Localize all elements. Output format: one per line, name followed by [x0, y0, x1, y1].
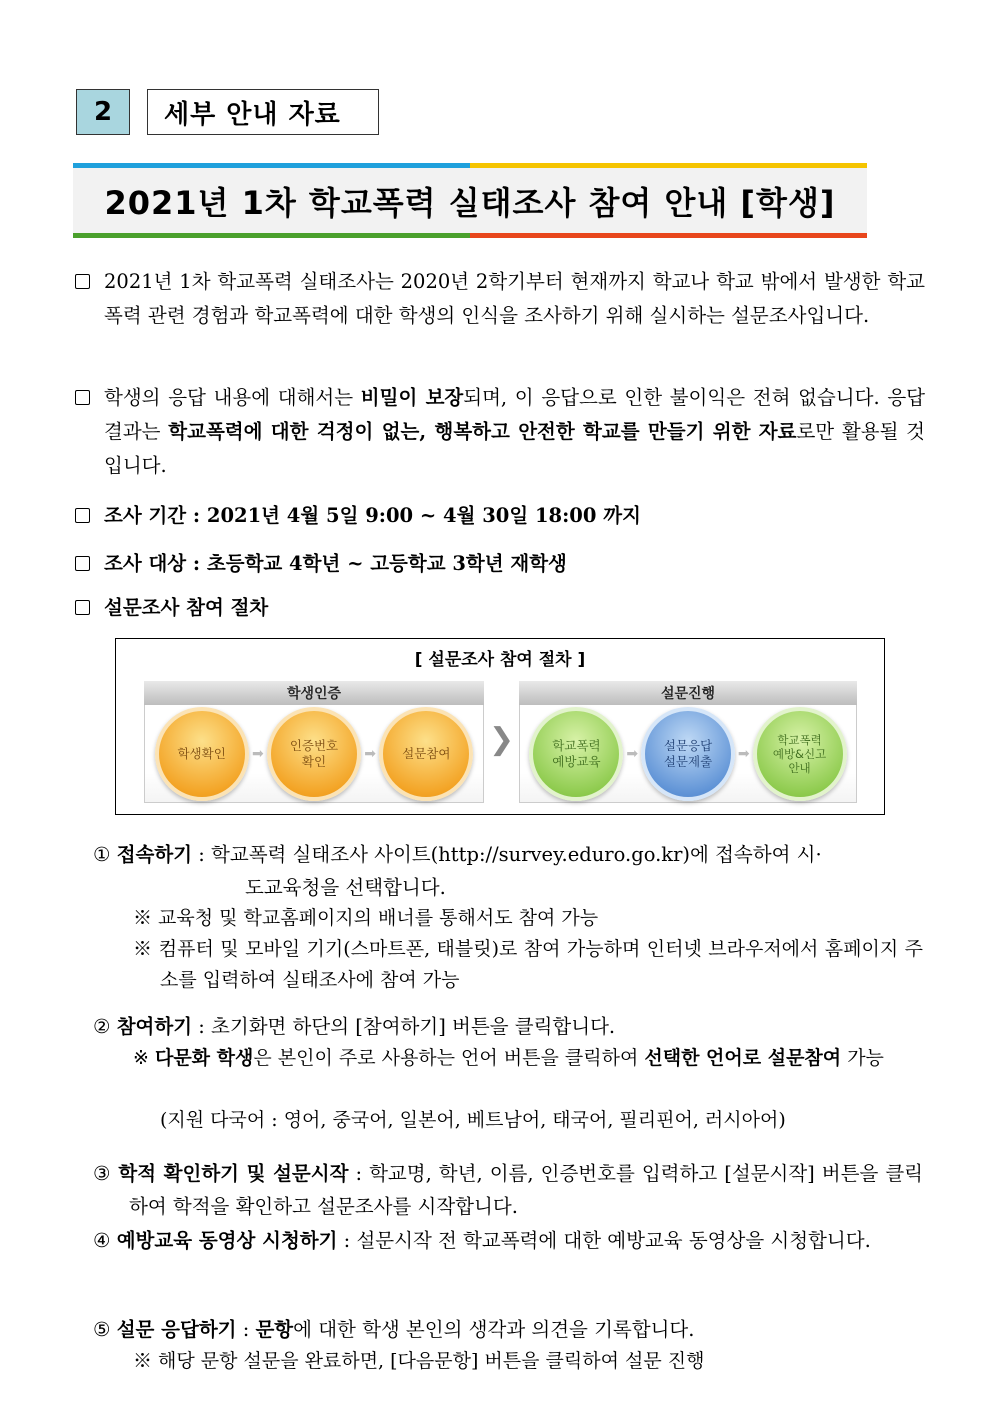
chevron-right-icon: ❯	[489, 722, 515, 757]
intro-paragraph-2	[75, 381, 925, 483]
section-number: 2	[76, 89, 130, 135]
step-2	[93, 1010, 923, 1043]
step-2-note	[133, 1043, 923, 1074]
group-survey-progress	[519, 681, 857, 803]
step-survey-submit	[641, 707, 735, 801]
step-title: 접속하기	[116, 843, 193, 866]
step-label: 학교폭력 예방&신고 안내	[772, 732, 827, 775]
group-body	[144, 705, 484, 803]
group-student-auth	[144, 681, 484, 803]
emphasis-question: 문항	[255, 1318, 294, 1341]
arrow-icon: ➡	[626, 745, 639, 762]
title-bar-green	[73, 233, 470, 238]
emphasis-language: 선택한 언어로 설문참여	[644, 1047, 842, 1069]
group-label: 학생인증	[144, 681, 484, 705]
intro-text-2	[104, 381, 925, 483]
step-1	[93, 838, 923, 904]
checkbox-bullet	[75, 556, 90, 571]
step-text: : 초기화면 하단의 [참여하기] 버튼을 클릭합니다.	[192, 1015, 616, 1038]
step-number: ③	[93, 1162, 112, 1185]
step-number: ⑤	[93, 1318, 111, 1341]
period-text: 조사 기간 : 2021년 4월 5일 9:00 ~ 4월 30일 18:00 까지	[104, 504, 641, 527]
step-title: 참여하기	[116, 1015, 193, 1038]
emphasis-multicultural: 다문화 학생	[154, 1047, 254, 1069]
step-number: ①	[93, 843, 111, 866]
text-span: 학생의 응답 내용에 대해서는	[104, 386, 361, 409]
arrow-icon: ➡	[364, 745, 376, 762]
text-span: ※	[133, 1047, 155, 1069]
text-span: :	[236, 1318, 256, 1341]
step-text-cont: 도교육청을 선택합니다.	[245, 876, 446, 899]
emphasis-secret: 비밀이 보장	[360, 386, 464, 409]
step-title: 설문 응답하기	[116, 1318, 237, 1341]
step-3	[93, 1157, 923, 1223]
step-5-note: ※ 해당 문항 설문을 완료하면, [다음문항] 버튼을 클릭하여 설문 진행	[133, 1350, 705, 1372]
step-survey-join	[379, 707, 473, 801]
step-label: 인증번호 확인	[289, 737, 339, 769]
diagram-title: [ 설문조사 참여 절차 ]	[414, 650, 586, 670]
section-title: 세부 안내 자료	[147, 89, 379, 135]
survey-period	[75, 499, 925, 533]
step-auth-code	[267, 707, 361, 801]
arrow-icon: ➡	[251, 745, 264, 762]
step-number: ④	[93, 1229, 111, 1252]
text-span: 되며, 이 응답으로 인한 불이익은 전혀 없습니다. 응답 결과는	[104, 386, 925, 443]
target-text: 조사 대상 : 초등학교 4학년 ~ 고등학교 3학년 재학생	[104, 552, 567, 575]
checkbox-bullet	[75, 274, 90, 289]
arrow-icon: ➡	[737, 745, 750, 762]
step-label: 학생확인	[177, 745, 226, 761]
page-title: 2021년 1차 학교폭력 실태조사 참여 안내 [학생]	[104, 183, 836, 222]
checkbox-bullet	[75, 390, 90, 405]
title-bar-red	[470, 233, 867, 238]
step-report-guide	[753, 707, 847, 801]
step-title: 학적 확인하기 및 설문시작	[118, 1162, 349, 1185]
text-span: 은 본인이 주로 사용하는 언어 버튼을 클릭하여	[253, 1047, 645, 1069]
step-1-note-1: ※ 교육청 및 학교홈페이지의 배너를 통해서도 참여 가능	[133, 907, 599, 929]
step-text: : 학교명, 학년, 이름, 인증번호를 입력하고 [설문시작] 버튼을 클릭하여 학적을 확인하고 설문조사를 시작합니다.	[129, 1162, 924, 1218]
group-body	[519, 705, 857, 803]
intro-paragraph-1	[75, 265, 925, 333]
step-prevention-edu	[529, 707, 623, 801]
step-text: : 설문시작 전 학교폭력에 대한 예방교육 동영상을 시청합니다.	[337, 1229, 871, 1252]
supported-languages: (지원 다국어 : 영어, 중국어, 일본어, 베트남어, 태국어, 필리핀어, 러시아어)	[160, 1109, 786, 1131]
checkbox-bullet	[75, 600, 90, 615]
step-4	[93, 1224, 923, 1257]
step-number: ②	[93, 1015, 111, 1038]
step-5	[93, 1313, 923, 1346]
step-text: : 학교폭력 실태조사 사이트(http://survey.eduro.go.kr)에 접속하여 시·	[192, 843, 822, 866]
text-span: 로만 활용될 것입니다.	[104, 420, 926, 477]
emphasis-purpose: 학교폭력에 대한 걱정이 없는, 행복하고 안전한 학교를 만들기 위한 자료	[168, 420, 797, 443]
step-label: 설문응답 설문제출	[663, 737, 713, 769]
procedure-heading	[75, 591, 925, 625]
procedure-text: 설문조사 참여 절차	[104, 596, 269, 619]
intro-text-1: 2021년 1차 학교폭력 실태조사는 2020년 2학기부터 현재까지 학교나 학교 밖에서 발생한 학교폭력 관련 경험과 학교폭력에 대한 학생의 인식을 조사하기 위해 실시하는 설문조사입니다.	[104, 270, 925, 327]
step-label: 설문참여	[402, 745, 451, 761]
step-text: 에 대한 학생 본인의 생각과 의견을 기록합니다.	[293, 1318, 695, 1341]
step-label: 학교폭력 예방교육	[552, 737, 601, 769]
text-span: 가능	[841, 1047, 884, 1069]
step-title: 예방교육 동영상 시청하기	[116, 1229, 338, 1252]
checkbox-bullet	[75, 508, 90, 523]
step-student-check	[155, 707, 249, 801]
group-label: 설문진행	[519, 681, 857, 705]
survey-target	[75, 547, 925, 581]
step-1-note-2: ※ 컴퓨터 및 모바일 기기(스마트폰, 태블릿)로 참여 가능하며 인터넷 브라우저에서 홈페이지 주소를 입력하여 실태조사에 참여 가능	[133, 938, 923, 991]
